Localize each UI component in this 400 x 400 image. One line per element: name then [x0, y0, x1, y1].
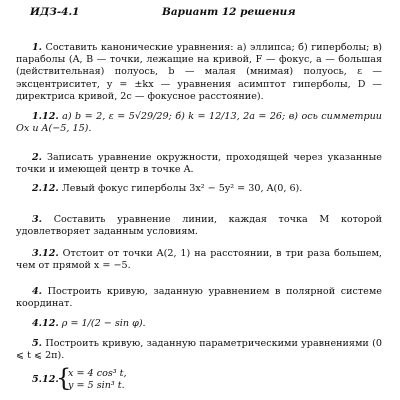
task-text: Построить кривую, заданную параметрическими уравнениями (0 ⩽ t ⩽ 2π).: [16, 338, 382, 362]
task-number: 2.12.: [32, 183, 59, 194]
task-text: Отстоит от точки A(2, 1) на расстоянии, в три раза большем, чем от прямой x = −5.: [16, 248, 382, 272]
task-4-12-variant: [16, 318, 382, 330]
task-number: 4.12.: [32, 318, 59, 329]
task-number: 5.12.: [32, 374, 59, 385]
task-number: 4.: [32, 286, 43, 297]
task-number: 1.: [32, 42, 43, 53]
task-text: Составить канонические уравнения: а) эллипса; б) гиперболы; в) параболы (A, B — точки, лежащие на кривой, F — фокус, a — большая (действительная) полуось, b — малая (мнимая) полуось, ε — эксцентриситет, y = ±kx — уравнения асимптот гиперболы, D — директриса кривой, 2c — фокусное расстояние).: [16, 42, 382, 102]
task-2-statement: [16, 152, 382, 176]
task-1-statement: [16, 42, 382, 103]
task-5-statement: [16, 338, 382, 362]
task-text: Построить кривую, заданную уравнением в полярной системе координат.: [16, 286, 382, 310]
task-5-12-variant: [32, 364, 232, 395]
task-3-12-variant: [16, 248, 382, 272]
task-text: Записать уравнение окружности, проходящей через указанные точки и имеющей центр в точке A.: [16, 152, 382, 176]
idz-title: ИДЗ-4.1: [30, 6, 80, 18]
task-2-12-variant: [16, 183, 382, 195]
system-line-2: y = 5 sin³ t.: [68, 380, 125, 391]
task-1-12-variant: [16, 111, 382, 135]
task-3-statement: [16, 214, 382, 238]
task-text: ρ = 1/(2 − sin φ).: [61, 318, 146, 329]
task-4-statement: [16, 286, 382, 310]
task-number: 2.: [32, 152, 43, 163]
task-text: а) b = 2, ε = 5√29/29; б) k = 12/13, 2a = 26; в) ось симметрии Ox и A(−5, 15).: [16, 111, 382, 135]
task-text: Составить уравнение линии, каждая точка M которой удовлетворяет заданным условиям.: [16, 214, 382, 238]
system-brace: {: [56, 364, 72, 392]
task-number: 3.12.: [32, 248, 59, 259]
variant-title: Вариант 12 решения: [162, 6, 296, 18]
system-line-1: x = 4 cos³ t,: [68, 368, 127, 379]
task-text: Левый фокус гиперболы 3x² − 5y² = 30, A(0, 6).: [61, 183, 303, 194]
task-number: 1.12.: [32, 111, 59, 122]
task-number: 3.: [32, 214, 43, 225]
task-number: 5.: [32, 338, 43, 349]
